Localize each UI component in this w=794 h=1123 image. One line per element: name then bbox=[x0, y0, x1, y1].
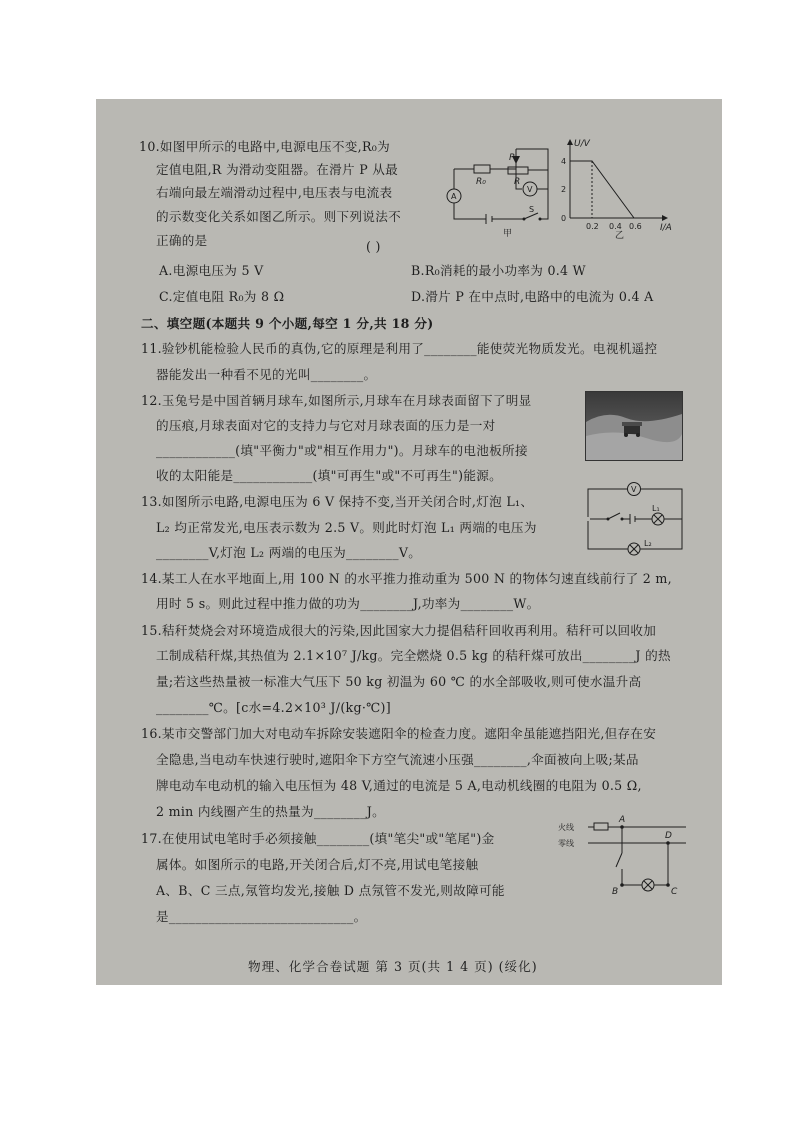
live-wire-label: 火线 bbox=[558, 823, 574, 832]
q10-circuit-diagram bbox=[446, 144, 566, 239]
label-r0: R₀ bbox=[476, 177, 486, 187]
x-axis-arrow-icon bbox=[662, 215, 668, 221]
q12-line-2: 的压痕,月球表面对它的支持力与它对月球表面的压力是一对 bbox=[156, 418, 496, 433]
y-axis-arrow-icon bbox=[567, 139, 573, 145]
ammeter-label: A bbox=[451, 192, 457, 201]
q17-line-4: 是____________________________。 bbox=[156, 909, 367, 924]
graph-x-tick-0.6: 0.6 bbox=[629, 222, 642, 231]
page-footer: 物理、化学合卷试题 第 3 页(共 1 4 页) (绥化) bbox=[248, 959, 538, 974]
q12-line-3: ____________(填"平衡力"或"相互作用力")。月球车的电池板所接 bbox=[156, 443, 528, 458]
neutral-wire-label: 零线 bbox=[558, 839, 574, 848]
q10-option-c: C.定值电阻 R₀为 8 Ω bbox=[159, 289, 285, 304]
q16-line-1: 16.某市交警部门加大对电动车拆除安装遮阳伞的检查力度。遮阳伞虽能遮挡阳光,但存在安 bbox=[141, 726, 657, 741]
q12-line-4: 收的太阳能是____________(填"可再生"或"不可再生")能源。 bbox=[156, 468, 503, 483]
voltmeter-label: V bbox=[527, 185, 533, 194]
q16-line-3: 牌电动车电动机的输入电压恒为 48 V,通过的电流是 5 A,电动机线圈的电阻为 0.5 Ω, bbox=[156, 778, 642, 793]
q10-option-d: D.滑片 P 在中点时,电路中的电流为 0.4 A bbox=[411, 289, 654, 304]
q15-line-4: ________℃。[c水=4.2×10³ J/(kg·℃)] bbox=[156, 700, 391, 715]
q15-line-1: 15.秸秆焚烧会对环境造成很大的污染,因此国家大力提倡秸秆回收再利用。秸秆可以回收加 bbox=[141, 623, 657, 638]
circuit-caption-jia: 甲 bbox=[503, 229, 513, 239]
q10-option-a: A.电源电压为 5 V bbox=[159, 263, 264, 278]
q15-line-3: 量;若这些热量被一标准大气压下 50 kg 初温为 60 ℃ 的水全部吸收,则可使水温升高 bbox=[156, 674, 642, 689]
q12-line-1: 12.玉兔号是中国首辆月球车,如图所示,月球车在月球表面留下了明显 bbox=[141, 393, 532, 408]
point-c-label: C bbox=[671, 887, 678, 897]
point-b-label: B bbox=[612, 887, 619, 897]
graph-y-tick-2: 2 bbox=[561, 185, 567, 194]
q16-line-4: 2 min 内线圈产生的热量为________J。 bbox=[156, 804, 385, 819]
q11-line-2: 器能发出一种看不见的光叫________。 bbox=[156, 367, 377, 382]
graph-y-tick-4: 4 bbox=[561, 157, 567, 166]
point-a-label: A bbox=[619, 815, 626, 825]
graph-x-tick-0.4: 0.4 bbox=[609, 222, 622, 231]
q10-option-b: B.R₀消耗的最小功率为 0.4 W bbox=[411, 263, 586, 278]
q16-line-2: 全隐患,当电动车快速行驶时,遮阳伞下方空气流速小压强________,伞面被向上吸;某品 bbox=[156, 752, 639, 767]
label-p: P bbox=[509, 153, 515, 163]
q13-l1-label: L₁ bbox=[652, 504, 660, 513]
q13-line-1: 13.如图所示电路,电源电压为 6 V 保持不变,当开关闭合时,灯泡 L₁、 bbox=[141, 494, 534, 509]
q10-line-4: 的示数变化关系如图乙所示。则下列说法不 bbox=[156, 209, 401, 224]
graph-x-tick-0.2: 0.2 bbox=[586, 222, 599, 231]
point-d-label: D bbox=[665, 831, 672, 841]
q11-line-1: 11.验钞机能检验人民币的真伪,它的原理是利用了________能使荧光物质发光。电视机遥控 bbox=[141, 341, 658, 356]
graph-origin: 0 bbox=[561, 214, 567, 223]
q10-line-3: 右端向最左端滑动过程中,电压表与电流表 bbox=[156, 185, 393, 200]
q13-line-3: ________V,灯泡 L₂ 两端的电压为________V。 bbox=[156, 545, 422, 560]
label-r: R bbox=[514, 177, 521, 187]
q14-line-1: 14.某工人在水平地面上,用 100 N 的水平推力推动重为 500 N 的物体匀速直线前行了 2 m, bbox=[141, 571, 672, 586]
exam-page bbox=[96, 99, 722, 985]
q13-line-2: L₂ 均正常发光,电压表示数为 2.5 V。则此时灯泡 L₁ 两端的电压为 bbox=[156, 520, 537, 535]
q17-line-3: A、B、C 三点,氖管均发光,接触 D 点氖管不发光,则故障可能 bbox=[156, 883, 505, 898]
q10-line-2: 定值电阻,R 为滑动变阻器。在滑片 P 从最 bbox=[156, 162, 399, 177]
q10-u-i-graph bbox=[558, 137, 683, 241]
lunar-rover-photo bbox=[585, 391, 683, 461]
graph-y-label: U/V bbox=[574, 139, 590, 149]
switch-label: S bbox=[529, 205, 535, 214]
q13-l2-label: L₂ bbox=[644, 539, 652, 548]
q17-line-1: 17.在使用试电笔时手必须接触________(填"笔尖"或"笔尾")金 bbox=[141, 831, 495, 846]
q15-line-2: 工制成秸秆煤,其热值为 2.1×10⁷ J/kg。完全燃烧 0.5 kg 的秸秆煤可放出________J 的热 bbox=[156, 648, 671, 663]
q10-line-1: 10.如图甲所示的电路中,电源电压不变,R₀为 bbox=[139, 139, 390, 154]
graph-x-label: I/A bbox=[660, 223, 672, 233]
q13-circuit-diagram bbox=[586, 483, 684, 553]
graph-caption-yi: 乙 bbox=[615, 231, 625, 241]
q13-voltmeter-label: V bbox=[631, 485, 637, 494]
q17-line-2: 属体。如图所示的电路,开关闭合后,灯不亮,用试电笔接触 bbox=[156, 857, 479, 872]
section-2-heading: 二、填空题(本题共 9 个小题,每空 1 分,共 18 分) bbox=[141, 316, 434, 331]
answer-bracket: ( ) bbox=[366, 239, 381, 254]
q14-line-2: 用时 5 s。则此过程中推力做的功为________J,功率为________W。 bbox=[156, 596, 540, 611]
q17-household-circuit bbox=[558, 813, 686, 903]
q10-line-5: 正确的是 bbox=[156, 233, 208, 248]
